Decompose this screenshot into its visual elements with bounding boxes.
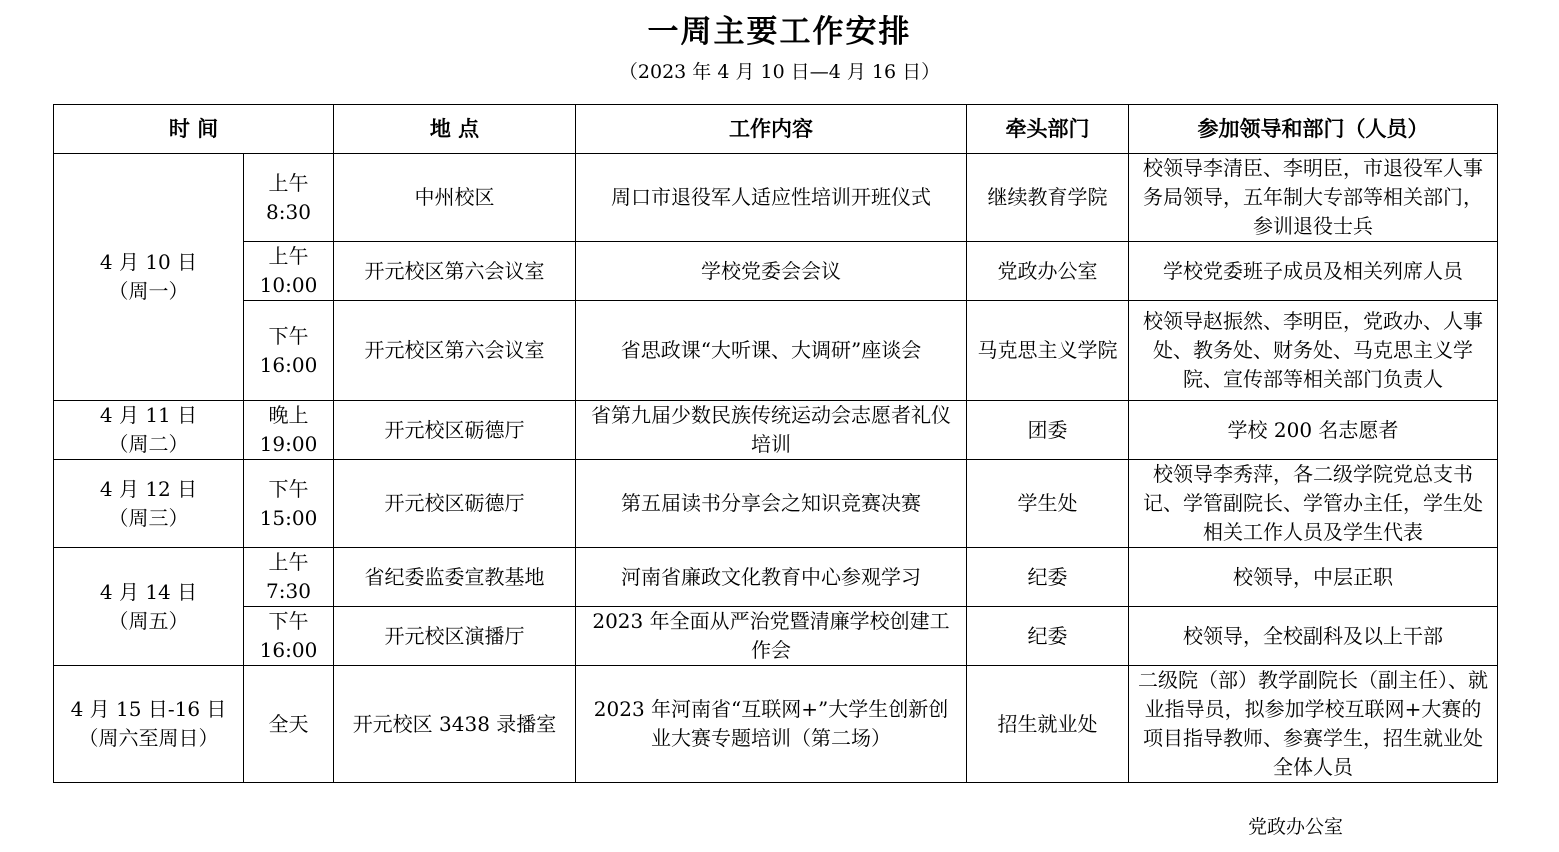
date-label: 4 月 12 日: [99, 476, 198, 501]
participants-cell: 二级院（部）教学副院长（副主任）、就业指导员，拟参加学校互联网+大赛的项目指导教师、参赛学生，招生就业处全体人员: [1129, 666, 1498, 783]
date-label: 4 月 11 日: [99, 403, 198, 427]
lead-cell: 纪委: [967, 548, 1129, 607]
table-row: [54, 301, 1498, 401]
participants-cell: 学校 200 名志愿者: [1129, 401, 1498, 460]
time-clock: 19:00: [259, 432, 318, 456]
weekday-label: （周二）: [108, 432, 189, 456]
header-content: 工作内容: [576, 105, 967, 154]
time-clock: 10:00: [259, 273, 318, 297]
location-cell: 开元校区砺德厅: [334, 401, 576, 460]
content-cell: 省第九届少数民族传统运动会志愿者礼仪培训: [576, 401, 967, 460]
time-cell: [244, 154, 334, 242]
lead-cell: 团委: [967, 401, 1129, 460]
page-title: 一周主要工作安排: [647, 14, 912, 50]
date-cell: [54, 460, 244, 548]
date-label: 4 月 15 日-16 日: [70, 697, 227, 721]
date-label: 4 月 14 日: [99, 579, 198, 604]
weekday-label: （周三）: [108, 505, 189, 530]
header-location: 地 点: [334, 105, 576, 154]
table-row: [54, 401, 1498, 460]
table-header-row: [54, 105, 1498, 154]
weekday-label: （周五）: [108, 608, 189, 633]
time-clock: 15:00: [259, 505, 318, 530]
participants-cell: 学校党委班子成员及相关列席人员: [1129, 242, 1498, 301]
content-cell: 2023 年河南省“互联网+”大学生创新创业大赛专题培训（第二场）: [576, 666, 967, 783]
location-cell: 省纪委监委宣教基地: [334, 548, 576, 607]
participants-cell: 校领导，中层正职: [1129, 548, 1498, 607]
time-cell: [244, 460, 334, 548]
content-cell: 学校党委会会议: [576, 242, 967, 301]
table-row: [54, 666, 1498, 783]
header-lead-department: 牵头部门: [967, 105, 1129, 154]
location-cell: 开元校区第六会议室: [334, 301, 576, 401]
time-period: 全天: [268, 711, 309, 736]
header-time: 时 间: [54, 105, 334, 154]
date-label: 4 月 10 日: [99, 250, 198, 274]
lead-cell: 学生处: [967, 460, 1129, 548]
weekday-label: （周一）: [108, 279, 189, 303]
time-cell: [244, 242, 334, 301]
location-cell: 开元校区演播厅: [334, 607, 576, 666]
time-cell: [244, 666, 334, 783]
date-cell: [54, 548, 244, 666]
time-cell: [244, 401, 334, 460]
date-cell: [54, 666, 244, 783]
weekday-label: （周六至周日）: [78, 726, 219, 750]
table-row: [54, 607, 1498, 666]
lead-cell: 党政办公室: [967, 242, 1129, 301]
table-row: [54, 242, 1498, 301]
location-cell: 开元校区砺德厅: [334, 460, 576, 548]
issuer-signature: 党政办公室: [1248, 816, 1344, 838]
lead-cell: 继续教育学院: [967, 154, 1129, 242]
content-cell: 河南省廉政文化教育中心参观学习: [576, 548, 967, 607]
time-period: 下午: [268, 609, 309, 633]
content-cell: 周口市退役军人适应性培训开班仪式: [576, 154, 967, 242]
time-clock: 8:30: [266, 199, 311, 224]
content-cell: 第五届读书分享会之知识竞赛决赛: [576, 460, 967, 548]
time-cell: [244, 301, 334, 401]
content-cell: 2023 年全面从严治党暨清廉学校创建工作会: [576, 607, 967, 666]
participants-cell: 校领导，全校副科及以上干部: [1129, 607, 1498, 666]
participants-cell: 校领导赵振然、李明臣，党政办、人事处、教务处、财务处、马克思主义学院、宣传部等相关部门负责人: [1129, 301, 1498, 401]
participants-cell: 校领导李秀萍，各二级学院党总支书记、学管副院长、学管办主任，学生处相关工作人员及学生代表: [1129, 460, 1498, 548]
lead-cell: 纪委: [967, 607, 1129, 666]
location-cell: 开元校区第六会议室: [334, 242, 576, 301]
content-cell: 省思政课“大听课、大调研”座谈会: [576, 301, 967, 401]
location-cell: 中州校区: [334, 154, 576, 242]
lead-cell: 马克思主义学院: [967, 301, 1129, 401]
time-period: 下午: [268, 323, 309, 348]
time-cell: [244, 548, 334, 607]
date-cell: [54, 154, 244, 401]
table-row: [54, 548, 1498, 607]
time-period: 下午: [268, 476, 309, 501]
table-row: [54, 460, 1498, 548]
time-period: 上午: [268, 170, 309, 195]
participants-cell: 校领导李清臣、李明臣，市退役军人事务局领导，五年制大专部等相关部门，参训退役士兵: [1129, 154, 1498, 242]
time-period: 晚上: [268, 403, 309, 427]
date-cell: [54, 401, 244, 460]
time-period: 上午: [268, 244, 309, 268]
header-participants: 参加领导和部门（人员）: [1129, 105, 1498, 154]
time-cell: [244, 607, 334, 666]
lead-cell: 招生就业处: [967, 666, 1129, 783]
table-row: [54, 154, 1498, 242]
schedule-table: [53, 104, 1498, 783]
time-clock: 16:00: [259, 352, 318, 377]
time-period: 上午: [268, 550, 309, 574]
time-clock: 7:30: [266, 579, 311, 603]
date-range-subtitle: （2023 年 4 月 10 日—4 月 16 日）: [618, 61, 941, 83]
location-cell: 开元校区 3438 录播室: [334, 666, 576, 783]
time-clock: 16:00: [259, 638, 318, 662]
